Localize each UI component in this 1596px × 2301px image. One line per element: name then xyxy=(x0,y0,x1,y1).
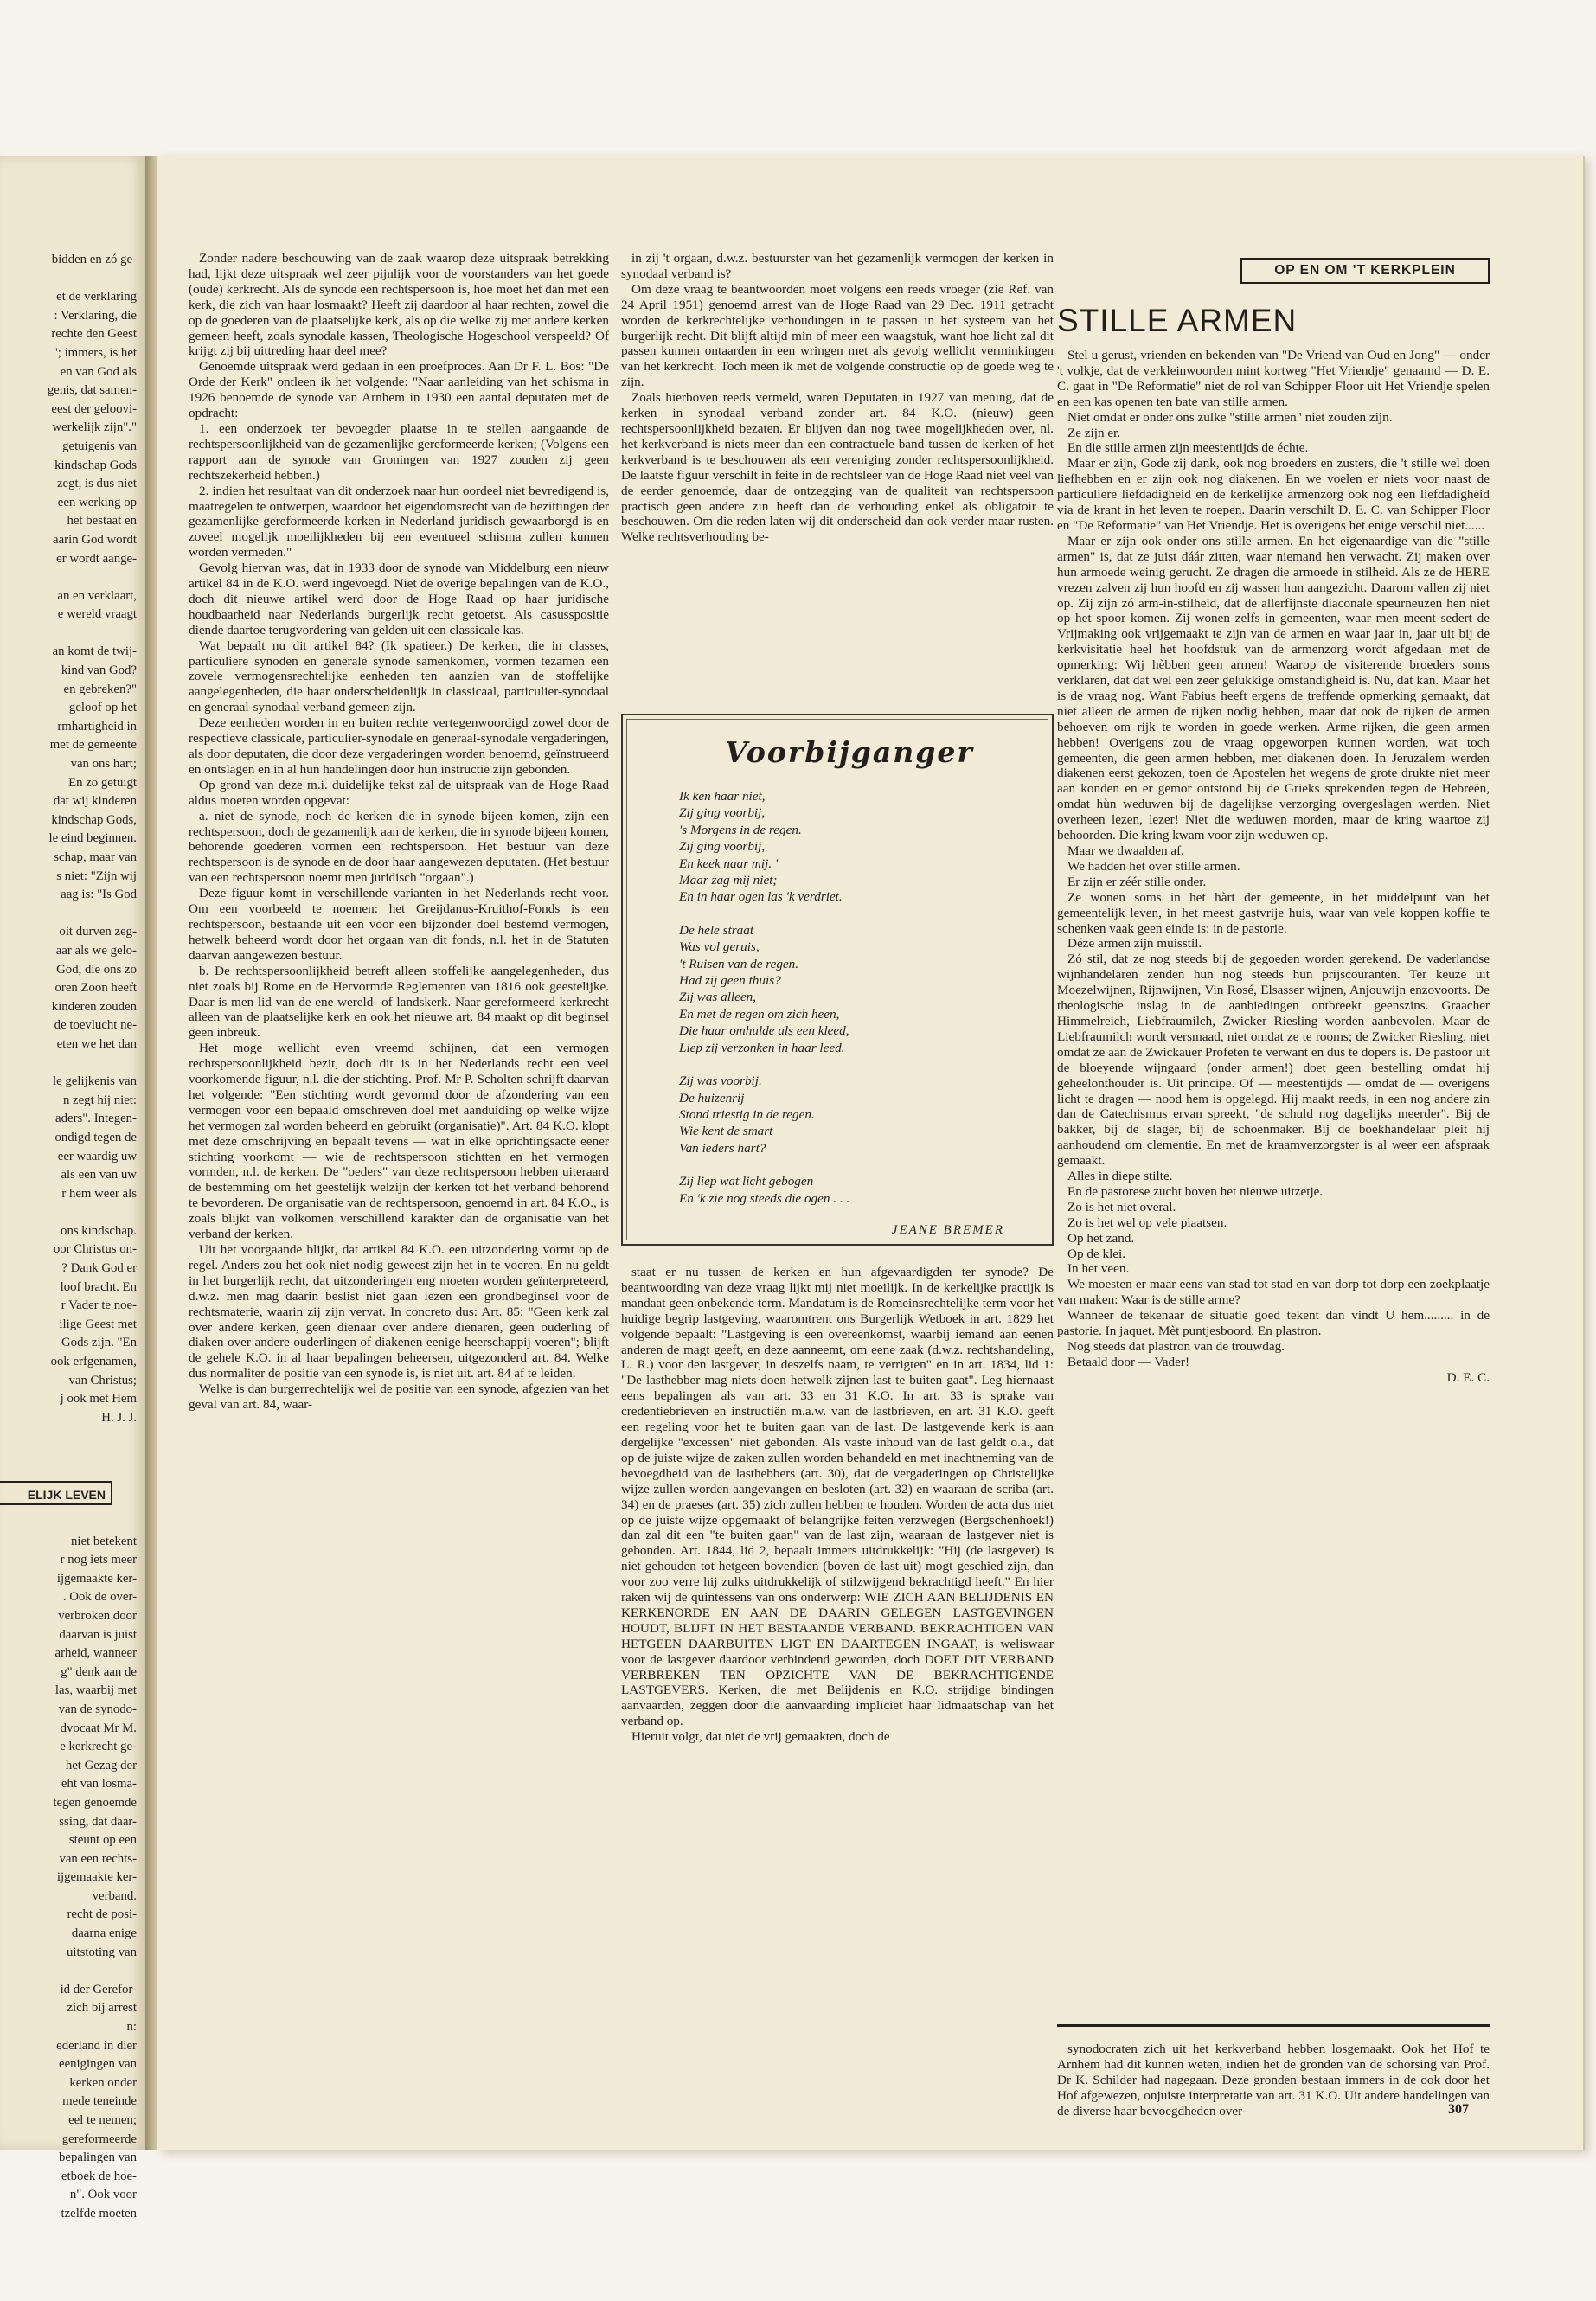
previous-page-line-text: n: xyxy=(126,2020,137,2035)
previous-page-line xyxy=(0,2131,137,2150)
previous-page-line-text: et de verklaring xyxy=(56,290,137,304)
previous-page-line-text: recht de posi- xyxy=(67,1907,137,1922)
previous-page-line xyxy=(0,886,137,905)
previous-page-line xyxy=(0,979,137,998)
previous-page-line xyxy=(0,2055,137,2074)
previous-page-line-text: daarvan is juist xyxy=(59,1627,137,1642)
previous-page-line-text: r Vader te noe- xyxy=(61,1298,137,1313)
previous-page-line-text: bepalingen van xyxy=(59,2150,137,2165)
paragraph: Er zijn er zéér stille onder. xyxy=(1067,874,1207,889)
poem-stanza xyxy=(669,1173,1030,1207)
paragraph: En die stille armen zijn meestentijds de échte. xyxy=(1067,440,1309,456)
previous-page-line-text: het bestaat en xyxy=(67,514,137,529)
previous-page-line-text: : Verklaring, die xyxy=(54,308,137,323)
previous-page-line-text xyxy=(133,1205,137,1219)
previous-page-line-text: eest der geloovi- xyxy=(51,401,137,416)
previous-page-line xyxy=(0,681,137,700)
previous-page-line xyxy=(0,1372,137,1391)
previous-page-line-text: kinderen zouden xyxy=(51,999,137,1014)
previous-page-line-text: steunt op een xyxy=(68,1833,137,1848)
previous-page-line-text: arheid, wanneer xyxy=(54,1646,137,1661)
previous-page-line xyxy=(0,1073,137,1092)
poem-line: Liep zij verzonken in haar leed. xyxy=(679,1040,845,1055)
previous-page-line xyxy=(0,662,137,681)
previous-page-line xyxy=(0,325,137,344)
article-column-3 xyxy=(1057,348,1490,1386)
previous-page-line-text: daarna enige xyxy=(71,1926,137,1941)
previous-page-line xyxy=(0,251,137,270)
previous-page-line-text xyxy=(133,907,137,920)
previous-page-line-text: schap, maar van xyxy=(54,850,137,864)
poem-line: En in haar ogen las 'k verdriet. xyxy=(679,889,843,905)
previous-page-line-text: '; immers, is het xyxy=(55,345,137,360)
previous-page-line xyxy=(0,1775,137,1794)
previous-page-line xyxy=(0,531,137,550)
poem-line: Stond triestig in de regen. xyxy=(679,1106,815,1122)
previous-page-line-text: als een van uw xyxy=(61,1168,137,1183)
paragraph: Zoals hierboven reeds vermeld, waren Deputaten in 1927 van mening, dat de kerken in synodaal verband zonder art. 84 K.O. (nieuw) geen rechtspersoonlijkheid bezaten. Er blijven dan nog twee mogelijkheden over, nl. het kerkverband is niets meer dan een contractuele band tussen de kerken of het kerkverband is te beschouwen als een vereniging zonder rechtspersoonlijkheid. De laatste figuur verschilt in feite in de rechtsleer van de Hoge Raad niet veel van de eerder genoemde, daar de ontzegging van de qualiteit van rechtspersoon practisch geen andere zin heeft dan de verhouding enkel als obligatoir te beschouwen. Om die reden laten wij dit onderscheid dan ook verder maar rusten. Welke rechtsverhouding be- xyxy=(621,390,1054,545)
poem-line: Zij ging voorbij, xyxy=(679,839,766,855)
previous-page-line xyxy=(0,1607,137,1626)
previous-page-line xyxy=(0,961,137,980)
paragraph: staat er nu tussen de kerken en hun afgevaardigden ter synode? De beantwoording van deze vraag lijkt mij niet moeilijk. In de kerkelijke practijk is mandaat geen onbekende term. Mandatum is de Romeinsrechtelijke term voor het huidige begrip lastgeving, waaromtrent ons Burgerlijk Wetboek in art. 1829 het volgende bepaalt: "Lastgeving is een overeenkomst, waarbij iemand aan eenen anderen de magt geeft, en deze aanneemt, om eene zaak (d.w.z. rechtshandeling, L. R.) voor den lastgever, in deszelfs naam, te verrigten" en in art. 1834, lid 1: "De lasthebber mag niets doen hetwelk zijnen last te buiten gaat". Leg hiernaast eens bepalingen als van art. 33 en 31 K.O. In art. 33 is sprake van credentiebrieven en instructiën m.a.w. van de lastbrieven, en art. 31 K.O. geeft een regeling voor het te buiten gaan van de last. De lastgevende kerk is aan dergelijke "excessen" niet gebonden. Als vaste inhoud van de last geldt o.a., dat op de juiste wijze de zaken zullen worden behandeld en met inachtneming van de bevoegdheid van de lasthebbers (art. 30), dat de vergaderingen op Christelijke wijze zullen worden aangevangen en besloten (art. 32) en waaraan de scriba (art. 34) en de praeses (art. 35) zich zullen hebben te houden. Worden de acta dus niet op de juiste wijze opgemaakt of belangrijke feiten verzwegen (Bergschenhoek!) dan zal dit een "te buiten gaan" van de last zijn, waaraan de lastgever niet is gebonden. Art. 1844, lid 2, bepaalt immers uitdrukkelijk: "Hij (de lastgever) is niet gehouden tot hetgeen bovendien (boven de last uit) mogt geschied zijn, dan voor zoo verre hij zulks uitdrukkelijk of stilzwijgend bekrachtigd heeft." En hier raken wij de quintessens van ons onderwerp: WIE ZICH AAN BELIJDENIS EN KERKENORDE EN AAN DE DAARIN GELEGEN LASTGEVINGEN HOUDT, BLIJFT IN HET BESTAANDE VERBAND. BEKRACHTIGEN VAN HETGEEN DAARBUITEN LIGT EN DAARTEGEN INGAAT, is weliswaar voor de lastgever daardoor verbindend geworden, doch DOET DIT VERBAND VERBREKEN TEN OPZICHTE VAN DE BEKRACHTIGENDE LASTGEVERS. Kerken, die met Belijdenis en K.O. strijdige bindingen aanvaarden, zeggen door die aanvaarding impliciet haar lidmaatschap van het verband op. xyxy=(621,1265,1054,1729)
previous-page-line xyxy=(0,1682,137,1701)
poem-line: Zij liep wat licht gebogen xyxy=(679,1174,814,1189)
previous-page-line-text: r nog iets meer xyxy=(60,1553,137,1567)
previous-page-line-text: kindschap Gods, xyxy=(51,812,137,827)
previous-page-line xyxy=(0,344,137,363)
previous-page-line xyxy=(0,568,137,587)
previous-page-line xyxy=(0,419,137,438)
previous-page-line xyxy=(0,1166,137,1185)
previous-page-line-text: gereformeerde xyxy=(61,2131,137,2146)
previous-page-line-text: de toevlucht ne- xyxy=(54,1018,137,1033)
previous-page-line-text: niet betekent xyxy=(70,1534,137,1548)
previous-page-line-text: rechte den Geest xyxy=(51,327,137,342)
paragraph: Welke is dan burgerrechtelijk wel de positie van een synode, afgezien van het geval van art. 84, waar- xyxy=(189,1381,609,1413)
previous-page-line-text: En zo getuigt xyxy=(68,775,137,790)
previous-page-line xyxy=(0,755,137,774)
previous-page-line-text: eht van losma- xyxy=(61,1777,137,1791)
previous-page-line-text: loof bracht. En xyxy=(60,1279,137,1294)
poem-line: Die haar omhulde als een kleed, xyxy=(679,1023,849,1039)
previous-page-line xyxy=(0,811,137,830)
paragraph: Gevolg hiervan was, dat in 1933 door de synode van Middelburg een nieuw artikel 84 in de K.O. werd ingevoegd. Niet de overige bepalingen van de K.O., doch dit nieuwe artikel werd door de Hoge Raad op haar juridische houdbaarheid naar Nederlands burgerlijk recht getoetst. Als casusspositie diende daartoe terugvordering van gelden uit een classicale kas. xyxy=(189,561,609,638)
previous-page-line xyxy=(0,1016,137,1035)
previous-page-line-text: an komt de twij- xyxy=(52,644,137,659)
previous-page-line-text: van ons hart; xyxy=(70,757,137,772)
previous-page-line xyxy=(0,1813,137,1832)
poem-line: 's Morgens in de regen. xyxy=(679,822,802,837)
previous-page-line xyxy=(0,1185,137,1204)
paragraph: Zó stil, dat ze nog steeds bij de gegoeden worden gerekend. De vaderlandse wijnhandelaren zenden hun nog steeds hun prijscouranten. Ter keuze uit Moezelwijnen, Rijnwijnen, Vin Rosé, Elsasser wijnen, Anjouwijn enzovoorts. De theologische inslag in de aanbiedingen ontbreekt geenszins. Graacher Himmelreich, Liebfraumilch, Zwicker Riesling worden aanbevolen. Maar de Liebfraumilch wordt versmaad, niet omdat ze te rooms; de Zwicker Riesling, niet omdat ze aan de Zwickauer Profeten te verwant en dus te dopers is. De pastoor uit de bloeyende wijngaard (onder armen!) doet geen bestelling omdat hij geheelonthouder is. Uit principe. Of — meestentijds — omdat de — overigens licht te dragen — nood hem is opgelegd. Hij maakt reeds, in een nog andere zin dan de Catechismus ervan spreekt, "de schuld nog dagelijks meerder". Bij de bakker, bij de slager, bij de schoenmaker. Bij de boekhandelaar pleit hij aanhoudend om clementie. En met de kraamverzorgster is al weer een afspraak gemaakt. xyxy=(1057,952,1490,1169)
previous-page-line-text: ssing, dat daar- xyxy=(59,1814,137,1829)
previous-page-line-text: van de synodo- xyxy=(58,1702,137,1716)
previous-page-line xyxy=(0,363,137,382)
poem-author: JEANE BREMER xyxy=(891,1222,1004,1237)
previous-page-line-text xyxy=(133,626,137,640)
previous-page-line-text: werkelijk zijn"." xyxy=(52,420,137,435)
previous-page-line-text xyxy=(133,1056,137,1070)
page-gutter xyxy=(145,156,157,2150)
paragraph: Zo is het niet overal. xyxy=(1067,1199,1176,1215)
paragraph: Maar we dwaalden af. xyxy=(1067,843,1184,858)
previous-page-line xyxy=(0,2186,137,2205)
poem-line: De hele straat xyxy=(679,922,754,938)
poem-title: Voorbijganger xyxy=(725,735,974,769)
previous-page-line xyxy=(0,923,137,942)
previous-page-line xyxy=(0,2018,137,2037)
previous-page-line-text: kindschap Gods xyxy=(54,458,137,472)
poem-line: De huizenrij xyxy=(679,1090,745,1106)
previous-page-line xyxy=(0,1588,137,1607)
previous-page-line xyxy=(0,1110,137,1129)
paragraph: In het veen. xyxy=(1067,1261,1130,1277)
paragraph: Maar er zijn, Gode zij dank, ook nog broeders en zusters, die 't stille wel doen liefhebben en er zijn ook nog diakenen. En we voelen er niets voor naast de particuliere liefdadigheid en de kerkelijke armenzorg ook nog een liefdadigheid via de krant in het leven te roepen. Daarin verschilt D. E. C. van Schipper Floor en "De Reformatie" van Het Vriendje. Het is overigens het enige verschil niet...... xyxy=(1057,456,1490,533)
previous-page-line-text: ederland in dier xyxy=(56,2038,137,2053)
previous-page-line xyxy=(0,2168,137,2187)
previous-page-line-text: ijgemaakte ker- xyxy=(56,1870,137,1885)
previous-page-line-text: tzelfde moeten xyxy=(61,2206,137,2221)
previous-page-line-text xyxy=(133,272,137,285)
previous-page-line xyxy=(0,1533,137,1552)
paragraph: Wat bepaalt nu dit artikel 84? (Ik spatieer.) De kerken, die in classes, particuliere synoden en generale synode samenkomen, vormen tezamen een zovele vermogensrechtelijke eenheden ten aanzien van de stoffelijke aangelegenheden, die haar onderscheidenlijk in classicaal, particulier-synodaal en generaal-synodaal verband gemeen zijn. xyxy=(189,638,609,715)
poem-stanza xyxy=(669,1073,1030,1157)
previous-page-line-text: ijgemaakte ker- xyxy=(56,1571,137,1586)
previous-page-line xyxy=(0,606,137,625)
previous-page-line-text: e kerkrecht ge- xyxy=(60,1740,137,1754)
previous-page-line xyxy=(0,1925,137,1944)
paragraph: Hieruit volgt, dat niet de vrij gemaakten, doch de xyxy=(631,1729,890,1745)
previous-page-line-text: eel te nemen; xyxy=(68,2113,137,2127)
column-rule xyxy=(1057,2024,1490,2027)
previous-page-line xyxy=(0,1663,137,1682)
newspaper-page xyxy=(157,156,1583,2150)
previous-page-line-text: eer waardig uw xyxy=(57,1149,137,1163)
previous-page-line-text: le eind beginnen. xyxy=(48,831,137,846)
previous-page-line xyxy=(0,2149,137,2168)
previous-page-line xyxy=(0,1054,137,1074)
previous-page-line xyxy=(0,2112,137,2131)
previous-page-line xyxy=(0,270,137,289)
previous-page-line xyxy=(0,401,137,420)
poem-line: Zij ging voorbij, xyxy=(679,805,766,821)
previous-page-line-text: ilige Geest met xyxy=(59,1317,137,1331)
previous-page-fragment xyxy=(0,156,148,2221)
previous-page-line-text: n zegt hij niet: xyxy=(62,1093,137,1107)
previous-page-line xyxy=(0,792,137,811)
previous-page-line-text xyxy=(133,1964,137,1977)
previous-page-line-text: van Christus; xyxy=(68,1373,137,1388)
paragraph: Stel u gerust, vrienden en bekenden van "De Vriend van Oud en Jong" — onder 't volkje, dat de verkleinwoorden mint kortweg "Het Vriendje" genaamd — D. E. C. gaat in "De Reformatie" niet de rol van Schipper Floor uit Het Vriendje spelen en een kas openen ten bate van stille armen. xyxy=(1057,348,1490,409)
previous-page-line-text: s niet: "Zijn wij xyxy=(56,868,137,883)
previous-page-line xyxy=(0,1390,137,1409)
poem-line: Was vol geruis, xyxy=(679,939,760,955)
previous-page-line-text: an en verklaart, xyxy=(57,588,137,603)
previous-page-line xyxy=(0,736,137,755)
previous-page-line xyxy=(0,512,137,531)
rubric-label: OP EN OM 'T KERKPLEIN xyxy=(1240,258,1490,284)
previous-page-line-text: aarin God wordt xyxy=(53,532,137,547)
previous-page-line xyxy=(0,1868,137,1888)
paragraph: Niet omdat er onder ons zulke "stille armen" niet zouden zijn. xyxy=(1067,409,1393,425)
previous-page-line xyxy=(0,830,137,849)
previous-page-line-text: zegt, is dus niet xyxy=(56,477,137,491)
previous-page-line-text: mede teneinde xyxy=(62,2094,137,2109)
poem-line: Wie kent de smart xyxy=(679,1124,773,1139)
previous-page-line xyxy=(0,1259,137,1279)
previous-page-column-bottom xyxy=(0,1514,137,2224)
poem-line: En met de regen om zich heen, xyxy=(679,1006,840,1022)
previous-page-line-text: le gelijkenis van xyxy=(53,1074,137,1089)
paragraph: Déze armen zijn muisstil. xyxy=(1067,936,1202,952)
previous-page-line xyxy=(0,1720,137,1739)
paragraph: Op de klei. xyxy=(1067,1246,1126,1261)
poem-line: Zij was alleen, xyxy=(679,990,757,1005)
poem-line: En keek naar mij. ' xyxy=(679,856,779,871)
previous-page-line xyxy=(0,1888,137,1907)
previous-page-line-text: een werking op xyxy=(57,495,137,510)
paragraph: Genoemde uitspraak werd gedaan in een proefproces. Aan Dr F. L. Bos: "De Orde der Kerk" ontleen ik het volgende: "Naar aanleiding van het schisma in 1926 benoemde de synode van Arnhem in 1930 een aantal deputaten met de opdracht: xyxy=(189,359,609,421)
previous-page-line-text: dat wij kinderen xyxy=(53,794,137,809)
previous-page-line-text: las, waarbij met xyxy=(54,1683,137,1698)
paragraph: Alles in diepe stilte. xyxy=(1067,1169,1173,1184)
previous-page-line-text: . Ook de over- xyxy=(62,1590,137,1605)
previous-page-line xyxy=(0,1409,137,1428)
previous-page-line xyxy=(0,1222,137,1241)
previous-page-line xyxy=(0,1334,137,1353)
previous-page-line xyxy=(0,1148,137,1167)
previous-page-line xyxy=(0,2037,137,2056)
poem-line: Zij was voorbij. xyxy=(679,1074,762,1089)
previous-page-line xyxy=(0,1999,137,2018)
article-column-2-bottom xyxy=(621,1265,1054,1745)
paragraph: a. niet de synode, noch de kerken die in synode bijeen komen, zijn een rechtspersoon, doch de gezamenlijk aan de kerken, die in synode bijeen komen, behorende goederen vormen een rechtspersoon. Het bestuur van deze rechtspersoon is de synode en de door haar aangewezen deputaten. (Het bestuur van een rechtspersoon noemt men juridisch "orgaan".) xyxy=(189,808,609,886)
previous-page-line xyxy=(0,625,137,644)
poem-stanza xyxy=(669,922,1030,1056)
paragraph: Deze figuur komt in verschillende varianten in het Nederlands recht voor. Om een voorbeeld te noemen: het Greijdanus-Kruithof-Fonds is een rechtspersoon, bestaande uit een voor een bijzonder doel bestemd vermogen, hetwelk beheerd wordt door het orgaan van dit fonds, n.l. het in de Statuten daarvan aangewezen bestuur. xyxy=(189,886,609,963)
previous-page-line-text: genis, dat samen- xyxy=(47,383,137,398)
paragraph: Op grond van deze m.i. duidelijke tekst zal de uitspraak van de Hoge Raad aldus moeten worden opgevat: xyxy=(189,777,609,808)
previous-page-line-text: e wereld vraagt xyxy=(57,607,137,622)
previous-page-line-text: tegen genoemde xyxy=(53,1795,137,1810)
previous-page-line xyxy=(0,905,137,924)
previous-page-line-text: kind van God? xyxy=(61,663,137,678)
poem-inner-frame xyxy=(626,719,1048,1240)
previous-page-line xyxy=(0,307,137,326)
previous-page-line xyxy=(0,849,137,868)
previous-page-line-text: oor Christus on- xyxy=(53,1242,137,1257)
previous-page-line-text: er wordt aange- xyxy=(56,551,137,566)
previous-page-column-top xyxy=(0,251,137,1427)
previous-page-line xyxy=(0,1316,137,1335)
previous-page-line-text: geloof op het xyxy=(68,701,137,715)
previous-page-line xyxy=(0,1353,137,1372)
previous-page-line xyxy=(0,1203,137,1222)
poem-box xyxy=(621,714,1054,1246)
poem-stanza xyxy=(669,788,1030,906)
previous-page-line xyxy=(0,587,137,606)
previous-page-line xyxy=(0,1794,137,1813)
paragraph: Ze wonen soms in het hàrt der gemeente, in het middelpunt van het gemeentelijk leven, in het meest gastvrije huis, waar van vele koppen koffie te schenken vaak geen einde is: in de pastorie. xyxy=(1057,889,1490,936)
article-column-2-top xyxy=(621,251,1054,545)
previous-page-line-text: Gods zijn. "En xyxy=(61,1336,137,1350)
previous-page-line xyxy=(0,774,137,793)
previous-page-line-text: ondigd tegen de xyxy=(54,1130,137,1144)
previous-page-line xyxy=(0,550,137,569)
previous-page-line-text: g" denk aan de xyxy=(61,1664,137,1679)
paragraph: Maar er zijn ook onder ons stille armen. En het eigenaardige van die "stille armen" is, dat ze juist dáár zitten, waar niemand hen verwacht. Zij maken over hun armoede weinig gerucht. Ze dragen die armoede in stilheid. Als ze de HERE vrezen zalven zij hun hoofd en zij wassen hun aangezicht. Daarom vallen zij niet op. Zij zijn zó arm-in-stilheid, dat de allerfijnste diaconale speurneuzen hen niet op het spoor komen. Zij wonen zelfs in gemeenten, waar men meent sedert de Vrijmaking ook vrijgemaakt te zijn van de armen en waar jaar in, jaar uit bij de kerkvisitatie heel het hoofdstuk van de armenzorg wordt afgedaan met de opmerking: Wij hèbben geen armen! Waarop de visiterende broeders soms verklaren, dat dat wel een zeer gelukkige omstandigheid is. Nu, dat kan. Maar het is de vraag nog. Want Fabius heeft ergens de treffende opmerking gemaakt, dat niet alleen de armen de rijken nodig hebben, maar dat ook de rijken de armen behoeven om rijk te worden in goede werken. Arme rijken, die geen armen hebben! Overigens zou de vraag opgeworpen kunnen worden, wat toch gemeenten, die geen armen hebben, met diakenen doen. In Jeruzalem werden diakenen eerst gekozen, toen de Apostelen het wegens de grote drukte niet meer aan konden en er gemor ontstond bij de Grieks sprekenden tegen de Hebreën, omdat hùn weduwen bij de dagelijkse verzorging overgeslagen werden. Niet overheen lezen, lezer! Niet die weduwen morden, maar de kring waartoe zij behoorden. Die kring kwam voor zijn weduwen op. xyxy=(1057,533,1490,843)
previous-page-line-text: id der Gerefor- xyxy=(60,1982,137,1997)
previous-page-line xyxy=(0,2205,137,2224)
paragraph: Wanneer de tekenaar de situatie goed tekent dan vindt U hem......... in de pastorie. In jaquet. Mèt puntjesboord. En plastron. xyxy=(1057,1308,1490,1339)
previous-page-line-text: zich bij arrest xyxy=(67,2001,137,2016)
previous-page-line xyxy=(0,1962,137,1981)
previous-page-line xyxy=(0,942,137,961)
previous-page-line xyxy=(0,1944,137,1963)
previous-page-line xyxy=(0,718,137,737)
previous-page-line-text: uitstoting van xyxy=(67,1945,137,1959)
previous-page-line xyxy=(0,998,137,1017)
previous-page-line-text: oit durven zeg- xyxy=(59,925,137,939)
previous-page-line-text: ons kindschap. xyxy=(61,1223,137,1238)
previous-page-line xyxy=(0,643,137,662)
previous-page-line-text: en gebreken?" xyxy=(63,682,137,696)
previous-page-line-text: en van God als xyxy=(60,364,137,379)
previous-page-line xyxy=(0,288,137,307)
previous-page-line xyxy=(0,1551,137,1570)
previous-page-line-text: n". Ook voor xyxy=(69,2188,137,2202)
previous-page-line-text: eenigingen van xyxy=(59,2057,137,2072)
previous-page-line xyxy=(0,1757,137,1776)
previous-page-line xyxy=(0,1129,137,1148)
previous-page-line-text: rmhartigheid in xyxy=(57,719,137,734)
previous-page-line xyxy=(0,1738,137,1757)
previous-page-line xyxy=(0,494,137,513)
poem-line: Maar zag mij niet; xyxy=(679,873,778,888)
poem-line: Van ieders hart? xyxy=(679,1140,766,1156)
previous-page-line xyxy=(0,1644,137,1663)
previous-page-line-text: oren Zoon heeft xyxy=(54,981,137,996)
paragraph: Betaald door — Vader! xyxy=(1067,1354,1190,1369)
paragraph: 2. indien het resultaat van dit onderzoek naar hun oordeel niet bevredigend is, maatregelen te ontwerpen, waardoor het eigendomsrecht van de bezittingen der gezamenlijke gereformeerde kerken in Nederland juridisch gewaarborgd is en zoveel mogelijk moeilijkheden bij een eventueel schisma zullen kunnen worden vermeden." xyxy=(189,483,609,561)
paragraph: En de pastorese zucht boven het nieuwe uitzetje. xyxy=(1067,1183,1324,1199)
paragraph: We hadden het over stille armen. xyxy=(1067,858,1240,874)
previous-page-line xyxy=(0,1297,137,1316)
previous-page-line xyxy=(0,475,137,494)
poem-line: En 'k zie nog steeds die ogen . . . xyxy=(679,1190,850,1206)
paragraph: Om deze vraag te beantwoorden moet volgens een reeds vroeger (zie Ref. van 24 April 1951) genoemd arrest van de Hoge Raad van 29 Dec. 1911 getracht worden de kerkrechtelijke verhoudingen in te passen in het systeem van het burgerlijk recht. Dit blijft altijd min of meer een waagstuk, want hoe licht zal dit passen kunnen ontaarden in een wringen met als gevolg wellicht verminkingen van het kerkrecht. Toch meen ik met de volgende constructie op de goede weg te zijn. xyxy=(621,281,1054,390)
poem-line: Ik ken haar niet, xyxy=(679,789,766,804)
headline: STILLE ARMEN xyxy=(1057,303,1298,338)
paragraph: Nog steeds dat plastron van de trouwdag. xyxy=(1067,1339,1285,1354)
previous-page-line xyxy=(0,1514,137,1533)
previous-page-line-text: etboek de hoe- xyxy=(61,2169,137,2183)
poem-stanzas xyxy=(669,788,1030,1207)
previous-page-line xyxy=(0,1279,137,1298)
previous-page-line xyxy=(0,1570,137,1589)
previous-page-line-text: aders". Integen- xyxy=(55,1112,137,1126)
previous-page-line-text: verbroken door xyxy=(58,1608,137,1623)
previous-page-line-text xyxy=(133,570,137,584)
paragraph: b. De rechtspersoonlijkheid betreft alleen stoffelijke aangelegenheden, dus niet zoals bij Rome en de Hervormde Reglementen van 1816 ook geestelijke. Daar is men lid van de ene wereld- of landskerk. Naar gereformeerd kerkrecht alleen van de plaatselijke kerk en ook het nieuwe art. 84 maakt op dit beginsel geen inbreuk. xyxy=(189,963,609,1041)
paragraph: Op het zand. xyxy=(1067,1230,1135,1246)
previous-page-line-text: van een rechts- xyxy=(59,1851,137,1866)
paragraph: Ze zijn er. xyxy=(1067,425,1121,440)
previous-page-line-text: God, die ons zo xyxy=(56,962,137,977)
previous-page-line-text: ? Dank God er xyxy=(61,1261,137,1276)
previous-page-line xyxy=(0,457,137,476)
previous-page-line xyxy=(0,1240,137,1259)
previous-page-line-text: r hem weer als xyxy=(61,1186,137,1201)
previous-page-line xyxy=(0,1850,137,1869)
previous-page-line-text: aag is: "Is God xyxy=(61,888,137,902)
previous-page-line-text: H. J. J. xyxy=(101,1410,137,1425)
previous-page-line xyxy=(0,1092,137,1111)
previous-page-line xyxy=(0,699,137,718)
previous-page-line-text: verband. xyxy=(92,1888,137,1903)
paragraph: Zo is het wel op vele plaatsen. xyxy=(1067,1215,1227,1230)
article-column-1 xyxy=(189,251,609,1413)
previous-page-line xyxy=(0,1831,137,1850)
previous-page-line-text: met de gemeente xyxy=(49,738,137,753)
paragraph: Uit het voorgaande blijkt, dat artikel 84 K.O. een uitzondering vormt op de regel. Anders zou het ook niet nodig geweest zijn het in te voeren. En nu geldt in het burgerlijk recht, dat uitzonderingen eng moeten worden geïnterpreteerd, d.w.z. men mag daarin beslist niet gaan lezen een grondbeginsel voor de rechtsmaterie, waarin zij zijn vervat. In concreto dus: Art. 85: "Geen kerk zal over andere kerken, geen dienaar over andere dienaren, geen ouderling of diaken over andere ouderlingen of diakenen eenige heerschappij voeren"; blijft de gehele K.O. in al haar bepalingen beheersen, uitgezonderd art. 84. Welke dus normaliter de positie van een synode is, is niet uit. art. 84 af te leiden. xyxy=(189,1242,609,1381)
previous-page-line xyxy=(0,2093,137,2112)
poem-line: Had zij geen thuis? xyxy=(679,973,781,989)
previous-page-rubric: ELIJK LEVEN xyxy=(0,1481,112,1505)
previous-page-line-text: het Gezag der xyxy=(65,1758,137,1772)
paragraph: We moesten er maar eens van stad tot stad en van dorp tot dorp een zoekplaatje van maken: Waar is de stille arme? xyxy=(1057,1277,1490,1308)
previous-page-line xyxy=(0,2074,137,2093)
previous-page-line xyxy=(0,1701,137,1720)
previous-page-line-text: getuigenis van xyxy=(62,439,137,453)
previous-page-line-text: dvocaat Mr M. xyxy=(60,1721,137,1735)
previous-page-line xyxy=(0,381,137,401)
previous-page-line-text xyxy=(133,1516,137,1529)
previous-page-line xyxy=(0,868,137,887)
previous-page-line-text: bidden en zó ge- xyxy=(51,253,137,266)
paragraph: Het moge wellicht even vreemd schijnen, dat een vermogen rechtspersoonlijkheid bezit, doch dit is in het Nederlands recht een veel voorkomende figuur, n.l. die der stichting. Prof. Mr P. Scholten schrijft daarvan het volgende: "Een stichting wordt gevormd door de afzondering van een vermogen voor een bepaald omschreven doel met aanduiding op welke wijze het vermogen zal worden beheerd en gebruikt (organisatie)". Art. 84 K.O. klopt met deze omschrijving en bepaalt tevens — wat in elke oprichtingsacte eener stichting voorkomt — wie de rechtspersoon stichtten en het vermogen vormden, n.l. de kerken. De "oeders" van deze rechtspersoon hebben uiteraard de bestemming om het geestelijk welzijn der kerken tot het verband behorend te bevorderen. De organisatie van de rechtspersoon, genoemd in art. 84 K.O., is zoals blijkt van volkomen verschillend karakter dan de organisatie van het verband der kerken. xyxy=(189,1041,609,1242)
previous-page-line-text: j ook met Hem xyxy=(60,1392,137,1407)
paragraph: Zonder nadere beschouwing van de zaak waarop deze uitspraak betrekking had, lijkt deze uitspraak wel zeer pijnlijk voor de voorstanders van het goede (oude) kerkrecht. Als de synode een rechtspersoon is, hoe moet het dan met een kerk, die zich van haar losmaakt? Heeft zij daardoor al haar rechten, zowel die op de goederen van de plaatselijke kerk, als op die welke zij met andere kerken gemeen heeft, zoals synodale kassen, Theologische Hogeschool verspeeld? Of krijgt zij bij uittreding haar deel mee? xyxy=(189,251,609,359)
page-number: 307 xyxy=(1448,2102,1469,2117)
previous-page-line-text: ook erfgenamen, xyxy=(50,1355,137,1369)
previous-page-line xyxy=(0,1035,137,1054)
previous-page-line xyxy=(0,1626,137,1645)
paragraph: synodocraten zich uit het kerkverband hebben losgemaakt. Ook het Hof te Arnhem had dit kunnen weten, indien het de gronden van de schorsing van Prof. Dr K. Schilder had nagegaan. Deze gronden bestaan immers in de ook door het Hof afgewezen, onjuiste interpretatie van art. 31 K.O. Uit andere handelingen van de diverse haar bevoegdheden over- xyxy=(1057,2041,1490,2118)
previous-page-line-text: aar als we gelo- xyxy=(55,943,137,958)
previous-page-line xyxy=(0,438,137,457)
previous-page-line-text: kerken onder xyxy=(69,2075,137,2090)
previous-page-line xyxy=(0,1906,137,1925)
paragraph: Deze eenheden worden in en buiten rechte vertegenwoordigd zowel door de respectieve classicale, particulier-synodale en generaal-synodale vergaderingen, als door deputaten, die door deze vergaderingen worden benoemd, geïnstrueerd en ontslagen en in al hun handelingen door hun instructie zijn gebonden. xyxy=(189,715,609,777)
previous-page-line-text: eten we het dan xyxy=(56,1036,137,1051)
previous-page-line xyxy=(0,1981,137,2000)
poem-line: 't Ruisen van de regen. xyxy=(679,956,799,971)
paragraph: 1. een onderzoek ter bevoegder plaatse in te stellen aangaande de rechtspersoonlijkheid van de gezamenlijke gereformeerde kerken; (Volgens een rapport aan de synode van Groningen van 1927 zouden zij geen rechtszekerheid hebben.) xyxy=(189,420,609,483)
article-column-3-bottom xyxy=(1057,2041,1490,2119)
article-signature: D. E. C. xyxy=(1446,1369,1490,1385)
paragraph: in zij 't orgaan, d.w.z. bestuurster van het gezamenlijk vermogen der kerken in synodaal verband is? xyxy=(621,251,1054,281)
